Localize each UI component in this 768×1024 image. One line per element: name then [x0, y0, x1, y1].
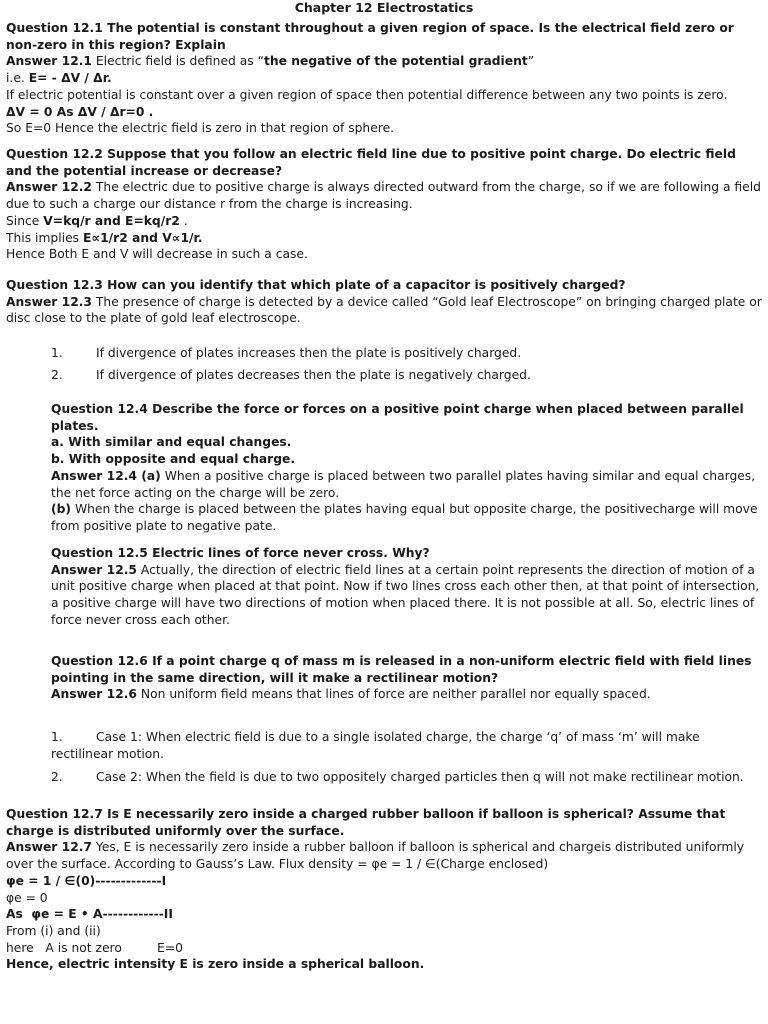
list-item: [51, 769, 763, 786]
formula: E∝1/r2 and V∝1/r.: [82, 230, 203, 245]
answer-label: Answer 12.1: [6, 54, 92, 69]
list-number: 1.: [51, 346, 63, 360]
answer-label: Answer 12.3: [6, 294, 92, 309]
question-12-3-block: [6, 277, 762, 327]
chapter-title: Chapter 12 Electrostatics: [294, 0, 474, 15]
question-12-2: Question 12.2 Suppose that you follow an electric field line due to positive point charge. Do electric field and the potential increase or decrease?: [6, 147, 736, 178]
list-item: [51, 345, 763, 362]
list-item: [51, 729, 763, 762]
formula: E= - ΔV / Δr.: [28, 71, 112, 86]
formula-line: ΔV = 0 As ΔV / Δr=0 .: [6, 104, 154, 119]
question-12-7-block: [6, 806, 762, 973]
question-part-a: a. With similar and equal changes.: [51, 435, 292, 450]
answer-label: Answer 12.4: [51, 468, 142, 483]
answer-12-5: [51, 562, 764, 629]
list-text: Case 1: When electric field is due to a single isolated charge, the charge ‘q’ of mass ‘m’ will make rectilinear motion.: [51, 730, 700, 761]
question-12-7: Question 12.7 Is E necessarily zero inside a charged rubber balloon if balloon is spherical? Assume that charge is distributed uniformly over the surface.: [6, 807, 726, 838]
answer-label: Answer 12.6: [51, 687, 137, 702]
text-line: here A is not zero E=0: [6, 940, 183, 955]
answer-text: The presence of charge is detected by a device called “Gold leaf Electroscope” on bringing charged plate or disc close to the plate of gold leaf electroscope.: [6, 294, 762, 326]
list-number: 2.: [51, 368, 63, 382]
formula-line: [6, 70, 762, 87]
ie-prefix: i.e.: [6, 71, 29, 86]
list-number: 1.: [51, 730, 63, 744]
implies-line: [6, 230, 762, 247]
equation-line: φe = 1 / ∈(0)-------------I: [6, 873, 167, 888]
answer-text: When a positive charge is placed between two parallel plates having similar and equal charges, the net force acting on the charge will be zero.: [51, 468, 756, 500]
answer-12-4-b: [51, 501, 764, 534]
implies-prefix: This implies: [6, 230, 83, 245]
question-12-6-block: [51, 653, 764, 703]
question-12-2-block: [6, 146, 762, 263]
list-item: [51, 367, 763, 384]
answer-12-2: [6, 179, 762, 212]
answer-text: Electric field is defined as “: [91, 54, 264, 69]
text-line: So E=0 Hence the electric field is zero in that region of sphere.: [6, 121, 395, 136]
equation-line: φe = 0: [6, 890, 48, 905]
text-line: If electric potential is constant over a given region of space then potential difference between any two points is zero.: [6, 87, 728, 102]
text-line: From (i) and (ii): [6, 923, 101, 938]
formula: V=kq/r and E=kq/r2: [43, 213, 180, 228]
question-part-b: b. With opposite and equal charge.: [51, 452, 296, 467]
text-line: Hence Both E and V will decrease in such a case.: [6, 247, 308, 262]
answer-12-3: [6, 294, 762, 327]
answer-text: When the charge is placed between the plates having equal but opposite charge, the positivecharge will move from positive plate to negative pate.: [51, 502, 758, 533]
question-12-5-block: [51, 545, 764, 629]
answer-text: Yes, E is necessarily zero inside a rubber balloon if balloon is spherical and chargeis distributed uniformly over the surface. According to Gauss’s Law. Flux density = φe = 1 / ∈(Charge enclosed): [6, 840, 745, 872]
answer-text: Non uniform field means that lines of force are neither parallel nor equally spaced.: [136, 687, 651, 702]
close-quote: ”: [527, 54, 535, 69]
list-text: Case 2: When the field is due to two oppositely charged particles then q will not make rectilinear motion.: [96, 770, 744, 784]
question-12-4: Question 12.4 Describe the force or forces on a positive point charge when placed between parallel plates.: [51, 402, 744, 433]
answer-12-7: [6, 839, 762, 872]
list-text: If divergence of plates increases then the plate is positively charged.: [96, 346, 522, 360]
list-number: 2.: [51, 770, 63, 784]
answer-12-4-a: [51, 468, 764, 501]
question-12-4-block: [51, 401, 764, 535]
answer-label: Answer 12.7: [6, 840, 92, 855]
equation-line: As φe = E • A------------II: [6, 907, 173, 922]
answer-text: Actually, the direction of electric field lines at a certain point represents the direction of motion of a unit positive charge when placed at that point. Now if two lines cross each other then, at that point of intersection, a positive charge will have two directions of motion when placed there. It is not possible at all. So, electric lines of force never cross each other.: [51, 562, 760, 627]
part-label: (b): [51, 502, 72, 517]
answer-emphasis: the negative of the potential gradient: [263, 54, 528, 69]
answer-label: Answer 12.2: [6, 180, 92, 195]
part-label: (a): [141, 468, 161, 483]
answer-12-1: [6, 53, 762, 70]
list-text: If divergence of plates decreases then the plate is negatively charged.: [96, 368, 531, 382]
question-12-3: Question 12.3 How can you identify that which plate of a capacitor is positively charged?: [6, 278, 626, 292]
since-suffix: .: [179, 213, 188, 228]
answer-12-6: [51, 686, 764, 703]
answer-text: The electric due to positive charge is always directed outward from the charge, so if we are following a field due to such a charge our distance r from the charge is increasing.: [6, 180, 761, 212]
answer-label: Answer 12.5: [51, 562, 137, 577]
question-12-5: Question 12.5 Electric lines of force never cross. Why?: [51, 546, 430, 560]
since-prefix: Since: [6, 213, 44, 228]
question-12-6: Question 12.6 If a point charge q of mass m is released in a non-uniform electric field with field lines pointing in the same direction, will it make a rectilinear motion?: [51, 654, 752, 685]
question-12-1: Question 12.1 The potential is constant throughout a given region of space. Is the electrical field zero or non-zero in this region? Explain: [6, 21, 734, 52]
question-12-1-block: [6, 20, 762, 137]
since-line: [6, 213, 762, 230]
conclusion-line: Hence, electric intensity E is zero inside a spherical balloon.: [6, 957, 425, 972]
